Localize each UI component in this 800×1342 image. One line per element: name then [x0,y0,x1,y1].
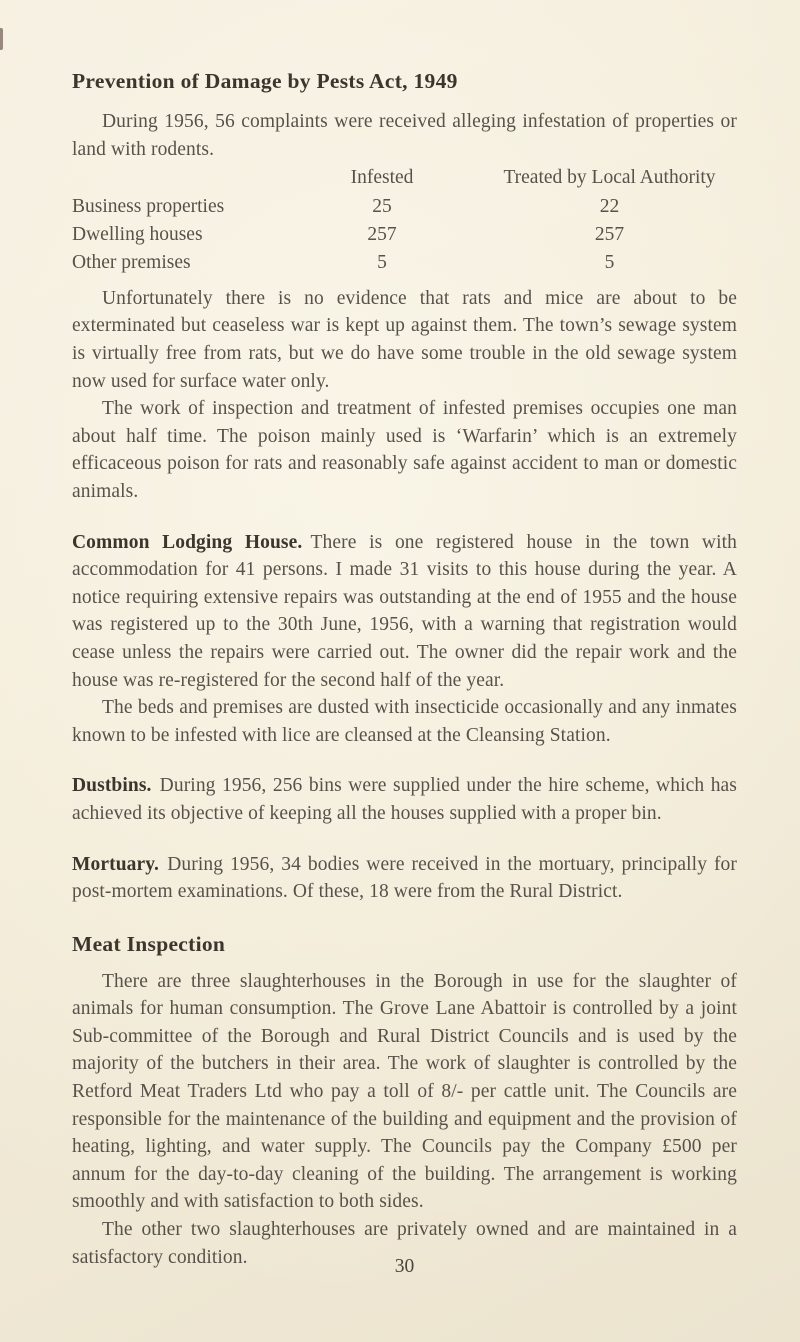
table-cell-infested: 25 [372,195,392,217]
table-row-label: Other premises [72,252,191,274]
common-lodging-house-paragraph [72,529,737,695]
section-mortuary [72,851,737,906]
section-pests-act [72,68,737,506]
table-cell-infested: 5 [377,252,387,274]
dustbins-text: During 1956, 256 bins were supplied under the hire scheme, which has achieved its objective of keeping all the houses supplied with a proper bin. [72,775,737,824]
meat-inspection-main-paragraph: There are three slaughterhouses in the Borough in use for the slaughter of animals for human consumption. The Grove Lane Abattoir is controlled by a joint Sub-committee of the Borough and Rural District Councils and is used by the majority of the butchers in their area. The work of slaughter is controlled by the Retford Meat Traders Ltd who pay a toll of 8/- per cattle unit. The Councils are responsible for the maintenance of the building and equipment and the provision of heating, lighting, and water supply. The Councils pay the Company £500 per annum for the day-to-day cleaning of the building. The arrangement is working smoothly and with satisfaction to both sides. [72,970,737,1213]
table-cell-treated: 22 [599,195,620,217]
table-header-empty [72,164,282,192]
pests-act-inspection-paragraph: The work of inspection and treatment of infested premises occupies one man about half time. The poison mainly used is ‘Warfarin’ which is an extremely efficaceous poison for rats and reasonably safe against accident to man or domestic animals. [72,398,737,502]
table-cell-infested: 257 [367,224,397,245]
mortuary-text: During 1956, 34 bodies were received in the mortuary, principally for post-mortem examinations. Of these, 18 were from the Rural District. [72,853,737,903]
table-row-label: Dwelling houses [72,224,203,245]
page-number: 30 [394,1256,415,1277]
pests-act-heading: Prevention of Damage by Pests Act, 1949 [72,69,458,93]
beds-paragraph: The beds and premises are dusted with insecticide occasionally and any inmates known to be infested with lice are cleansed at the Cleansing Station. [72,697,737,746]
table-header-infested: Infested [350,167,414,189]
table-cell-treated: 5 [604,252,615,274]
infestation-table [72,164,737,278]
meat-inspection-other-paragraph: The other two slaughterhouses are privately owned and are maintained in a satisfactory condition. [72,1219,737,1268]
section-meat-inspection [72,931,737,1272]
pests-act-intro-paragraph: During 1956, 56 complaints were received alleging infestation of properties or land with rodents. [72,111,737,160]
mortuary-heading: Mortuary. [72,853,160,875]
scan-edge-artifact [0,28,3,50]
table-row-label: Business properties [72,195,225,217]
pests-act-war-paragraph: Unfortunately there is no evidence that rats and mice are about to be exterminated but ceaseless war is kept up against them. The town’s sewage system is virtually free from rats, but we do have some trouble in the old sewage system now used for surface water only. [72,287,737,392]
section-dustbins [72,772,737,827]
common-lodging-house-heading: Common Lodging House. [72,531,303,553]
common-lodging-house-text: There is one registered house in the town with accommodation for 41 persons. I made 31 visits to this house during the year. A notice requiring extensive repairs was outstanding at the end of 1955 and the house was registered up to the 30th June, 1956, with a warning that registration would cease unless the repairs were carried out. The owner did the repair work and the house was re-registered for the second half of the year. [72,531,737,691]
dustbins-heading: Dustbins. [72,775,152,797]
table-cell-treated: 257 [594,224,625,245]
page-content [72,68,737,1271]
section-common-lodging-house [72,529,737,750]
meat-inspection-heading: Meat Inspection [72,931,226,956]
mortuary-paragraph [72,851,737,906]
table-header-treated: Treated by Local Authority [503,167,716,189]
dustbins-paragraph [72,772,737,827]
